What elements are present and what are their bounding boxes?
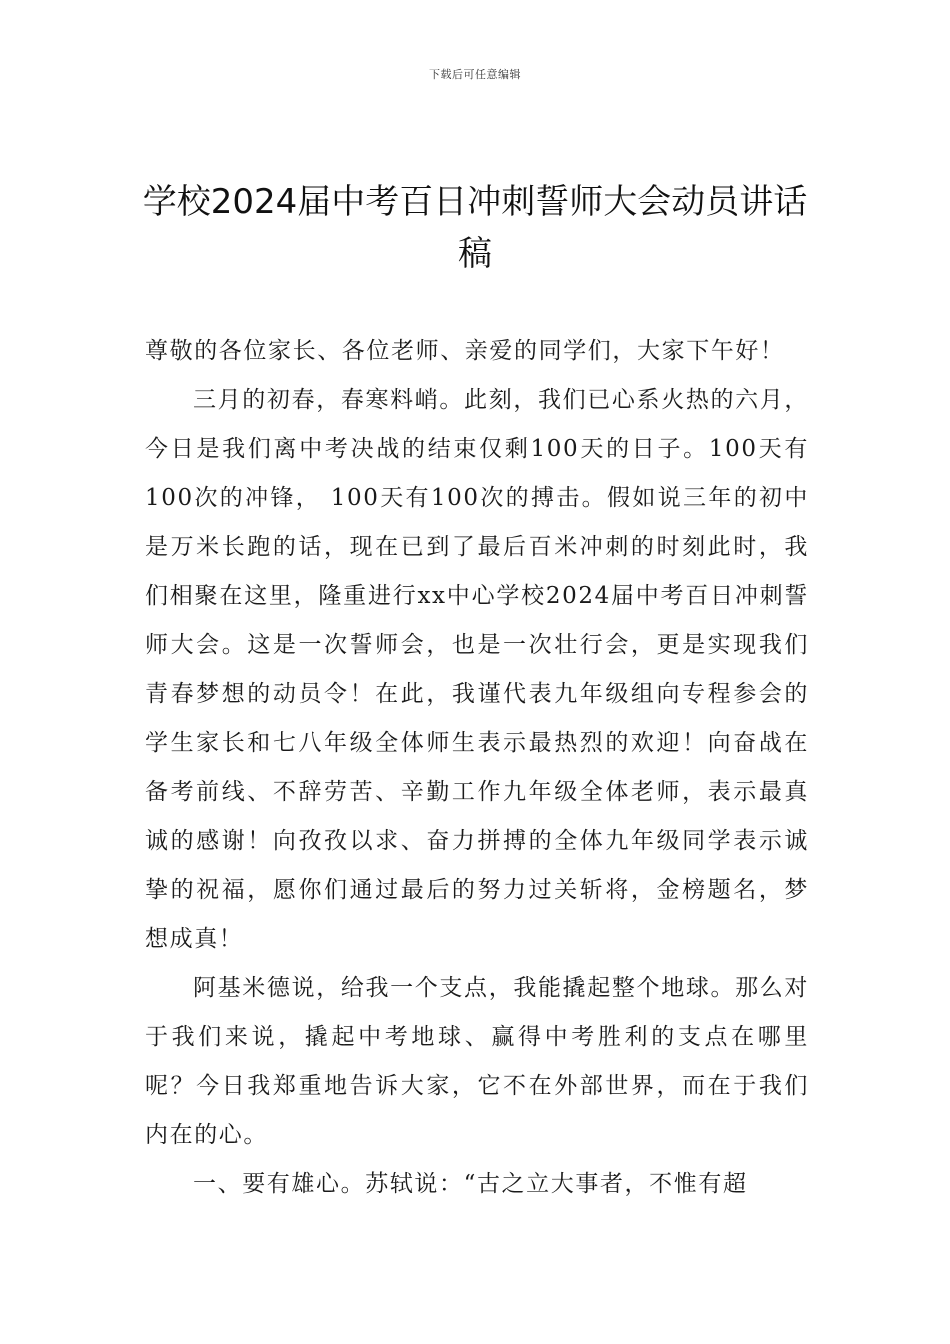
document-body [145,327,809,1209]
greeting-paragraph: 尊敬的各位家长、各位老师、亲爱的同学们，大家下午好！ [145,338,785,364]
body-paragraph: 一、要有雄心。苏轼说：“古之立大事者，不惟有超 [193,1171,748,1197]
body-paragraph: 三月的初春，春寒料峭。此刻，我们已心系火热的六月，今日是我们离中考决战的结束仅剩100天的日子。100天有100次的冲锋， 100天有100次的搏击。假如说三年的初中是万米长跑的话，现在已到了最后百米冲刺的时刻此时，我们相聚在这里，隆重进行xx中心学校2024届中考百日冲刺誓师大会。这是一次誓师会，也是一次壮行会，更是实现我们青春梦想的动员令！在此，我谨代表九年级组向专程参会的学生家长和七八年级全体师生表示最热烈的欢迎！向奋战在备考前线、不辞劳苦、辛勤工作九年级全体老师，表示最真诚的感谢！向孜孜以求、奋力拼搏的全体九年级同学表示诚挚的祝福，愿你们通过最后的努力过关斩将，金榜题名，梦想成真！ [145,387,809,952]
document-title: 学校2024届中考百日冲刺誓师大会动员讲话稿 [142,182,808,274]
header-note: 下载后可任意编辑 [429,68,521,81]
body-paragraph: 阿基米德说，给我一个支点，我能撬起整个地球。那么对于我们来说，撬起中考地球、赢得中考胜利的支点在哪里呢？今日我郑重地告诉大家，它不在外部世界，而在于我们内在的心。 [145,975,809,1148]
